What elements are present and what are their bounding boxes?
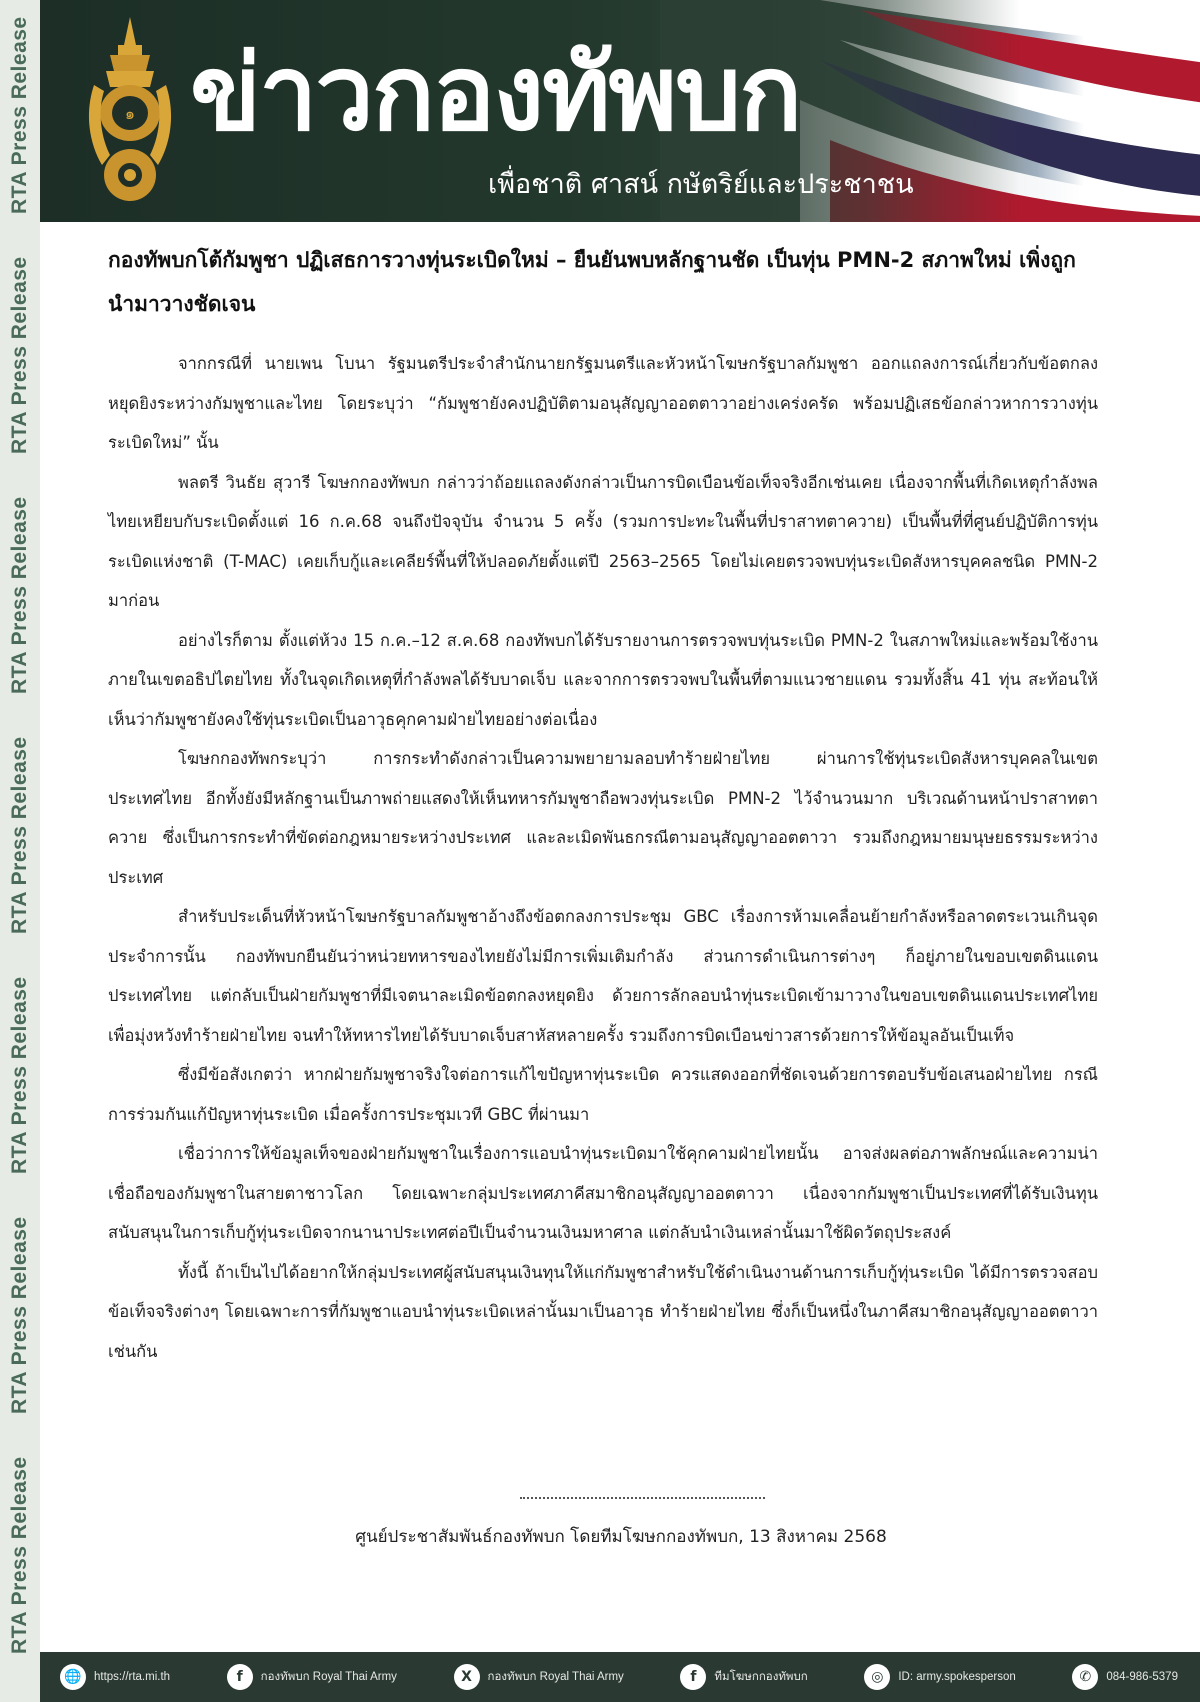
footer-phone[interactable]	[1072, 1664, 1178, 1690]
footer-line-id[interactable]	[864, 1664, 1015, 1690]
phone-icon: ✆	[1072, 1664, 1098, 1690]
facebook-icon: f	[680, 1664, 706, 1690]
side-strip-text: RTA Press Release	[8, 976, 31, 1174]
footer-label: กองทัพบก Royal Thai Army	[487, 1671, 624, 1683]
article-headline: กองทัพบกโต้กัมพูชา ปฏิเสธการวางทุ่นระเบิดใหม่ – ยืนยันพบหลักฐานชัด เป็นทุ่น PMN-2 สภาพใหม่ เพิ่งถูกนำมาวางชัดเจน	[108, 248, 1076, 316]
side-strip	[0, 0, 40, 1702]
army-emblem	[80, 15, 180, 210]
paragraph: ซึ่งมีข้อสังเกตว่า หากฝ่ายกัมพูชาจริงใจต่อการแก้ไขปัญหาทุ่นระเบิด ควรแสดงออกที่ชัดเจนด้วยการตอบรับข้อเสนอฝ่ายไทย กรณีการร่วมกันแก้ปัญหาทุ่นระเบิด เมื่อครั้งการประชุมเวที GBC ที่ผ่านมา	[108, 1065, 1098, 1124]
x-icon: X	[454, 1664, 480, 1690]
footer-website[interactable]	[60, 1664, 170, 1690]
footer-facebook-spokesperson[interactable]	[680, 1664, 807, 1690]
footer-facebook-rta[interactable]	[227, 1664, 397, 1690]
side-strip-text: RTA Press Release	[8, 496, 31, 694]
side-strip-text: RTA Press Release	[8, 16, 31, 214]
footer-label: ID: army.spokesperson	[898, 1671, 1016, 1683]
paragraph: ทั้งนี้ ถ้าเป็นไปได้อยากให้กลุ่มประเทศผู้สนับสนุนเงินทุนให้แก่กัมพูชาสำหรับใช้ดำเนินงานด้านการเก็บกู้ทุ่นระเบิด ได้มีการตรวจสอบข้อเท็จจริงต่างๆ โดยเฉพาะการที่กัมพูชาแอบนำทุ่นระเบิดเหล่านั้นมาเป็นอาวุธ ทำร้ายฝ่ายไทย ซึ่งก็เป็นหนึ่งในภาคีสมาชิกอนุสัญญาออตตาวาเช่นกัน	[108, 1262, 1098, 1361]
footer-bar	[40, 1652, 1200, 1702]
footer-label: https://rta.mi.th	[94, 1671, 171, 1683]
article	[108, 238, 1098, 1371]
facebook-icon: f	[227, 1664, 253, 1690]
side-strip-text: RTA Press Release	[8, 1456, 31, 1654]
footer-label: 084-986-5379	[1106, 1671, 1178, 1683]
header-banner	[40, 0, 1200, 222]
banner-title: ข่าวกองทัพบก	[190, 32, 801, 154]
side-strip-text: RTA Press Release	[8, 1216, 31, 1414]
paragraph: เชื่อว่าการให้ข้อมูลเท็จของฝ่ายกัมพูชาในเรื่องการแอบนำทุ่นระเบิดมาใช้คุกคามฝ่ายไทยนั้น อาจส่งผลต่อภาพลักษณ์และความน่าเชื่อถือของกัมพูชาในสายตาชาวโลก โดยเฉพาะกลุ่มประเทศภาคีสมาชิกอนุสัญญาออตตาวา เนื่องจากกัมพูชาเป็นประเทศที่ได้รับเงินทุนสนับสนุนในการเก็บกู้ทุ่นระเบิดจากนานาประเทศต่อปีเป็นจำนวนเงินมหาศาล แต่กลับนำเงินเหล่านั้นมาใช้ผิดวัตถุประสงค์	[108, 1144, 1098, 1242]
svg-text:๑: ๑	[124, 104, 136, 123]
side-strip-text: RTA Press Release	[8, 736, 31, 934]
signoff: ศูนย์ประชาสัมพันธ์กองทัพบก โดยทีมโฆษกกองทัพบก, 13 สิงหาคม 2568	[355, 1527, 887, 1547]
banner-motto: เพื่อชาติ ศาสน์ กษัตริย์และประชาชน	[488, 169, 914, 200]
footer-label: ทีมโฆษกกองทัพบก	[714, 1671, 808, 1683]
paragraph: สำหรับประเด็นที่หัวหน้าโฆษกรัฐบาลกัมพูชาอ้างถึงข้อตกลงการประชุม GBC เรื่องการห้ามเคลื่อนย้ายกำลังหรือลาดตระเวนเกินจุดประจำการนั้น กองทัพบกยืนยันว่าหน่วยทหารของไทยยังไม่มีการเพิ่มเติมกำลัง ส่วนการดำเนินการต่างๆ ก็อยู่ภายในขอบเขตดินแดนประเทศไทย แต่กลับเป็นฝ่ายกัมพูชาที่มีเจตนาละเมิดข้อตกลงหยุดยิง ด้วยการลักลอบนำทุ่นระเบิดเข้ามาวางในขอบเขตดินแดนประเทศไทย เพื่อมุ่งหวังทำร้ายฝ่ายไทย จนทำให้ทหารไทยได้รับบาดเจ็บสาหัสหลายครั้ง รวมถึงการบิดเบือนข่าวสารด้วยการให้ข้อมูลอันเป็นเท็จ	[108, 907, 1098, 1045]
footer-x-rta[interactable]	[454, 1664, 624, 1690]
paragraph: พลตรี วินธัย สุวารี โฆษกกองทัพบก กล่าวว่าถ้อยแถลงดังกล่าวเป็นการบิดเบือนข้อเท็จจริงอีกเช่นเคย เนื่องจากพื้นที่เกิดเหตุกำลังพลไทยเหยียบกับระเบิดตั้งแต่ 16 ก.ค.68 จนถึงปัจจุบัน จำนวน 5 ครั้ง (รวมการปะทะในพื้นที่ปราสาทตาควาย) เป็นพื้นที่ที่ศูนย์ปฏิบัติการทุ่นระเบิดแห่งชาติ (T-MAC) เคยเก็บกู้และเคลียร์พื้นที่ให้ปลอดภัยตั้งแต่ปี 2563–2565 โดยไม่เคยตรวจพบทุ่นระเบิดสังหารบุคคลชนิด PMN-2 มาก่อน	[108, 472, 1098, 610]
line-icon: ◎	[864, 1664, 890, 1690]
paragraph: โฆษกกองทัพกระบุว่า การกระทำดังกล่าวเป็นความพยายามลอบทำร้ายฝ่ายไทย ผ่านการใช้ทุ่นระเบิดสังหารบุคคลในเขตประเทศไทย อีกทั้งยังมีหลักฐานเป็นภาพถ่ายแสดงให้เห็นทหารกัมพูชาถือพวงทุ่นระเบิด PMN-2 ไว้จำนวนมาก บริเวณด้านหน้าปราสาทตาควาย ซึ่งเป็นการกระทำที่ขัดต่อกฎหมายระหว่างประเทศ และละเมิดพันธกรณีตามอนุสัญญาออตตาวา รวมถึงกฎหมายมนุษยธรรมระหว่างประเทศ	[108, 749, 1098, 887]
footer-label: กองทัพบก Royal Thai Army	[260, 1671, 397, 1683]
paragraph: จากกรณีที่ นายเพน โบนา รัฐมนตรีประจำสำนักนายกรัฐมนตรีและหัวหน้าโฆษกรัฐบาลกัมพูชา ออกแถลงการณ์เกี่ยวกับข้อตกลงหยุดยิงระหว่างกัมพูชาและไทย โดยระบุว่า “กัมพูชายังคงปฏิบัติตามอนุสัญญาออตตาวาอย่างเคร่งครัด พร้อมปฏิเสธข้อกล่าวหาการวางทุ่นระเบิดใหม่” นั้น	[108, 354, 1098, 452]
side-strip-text: RTA Press Release	[8, 256, 31, 454]
paragraph: อย่างไรก็ตาม ตั้งแต่ห้วง 15 ก.ค.–12 ส.ค.68 กองทัพบกได้รับรายงานการตรวจพบทุ่นระเบิด PMN-2 ในสภาพใหม่และพร้อมใช้งาน ภายในเขตอธิปไตยไทย ทั้งในจุดเกิดเหตุที่กำลังพลได้รับบาดเจ็บ และจากการตรวจพบในพื้นที่ตามแนวชายแดน รวมทั้งสิ้น 41 ทุ่น สะท้อนให้เห็นว่ากัมพูชายังคงใช้ทุ่นระเบิดเป็นอาวุธคุกคามฝ่ายไทยอย่างต่อเนื่อง	[108, 630, 1098, 729]
globe-icon: 🌐	[60, 1664, 86, 1690]
dotted-separator	[520, 1497, 765, 1499]
